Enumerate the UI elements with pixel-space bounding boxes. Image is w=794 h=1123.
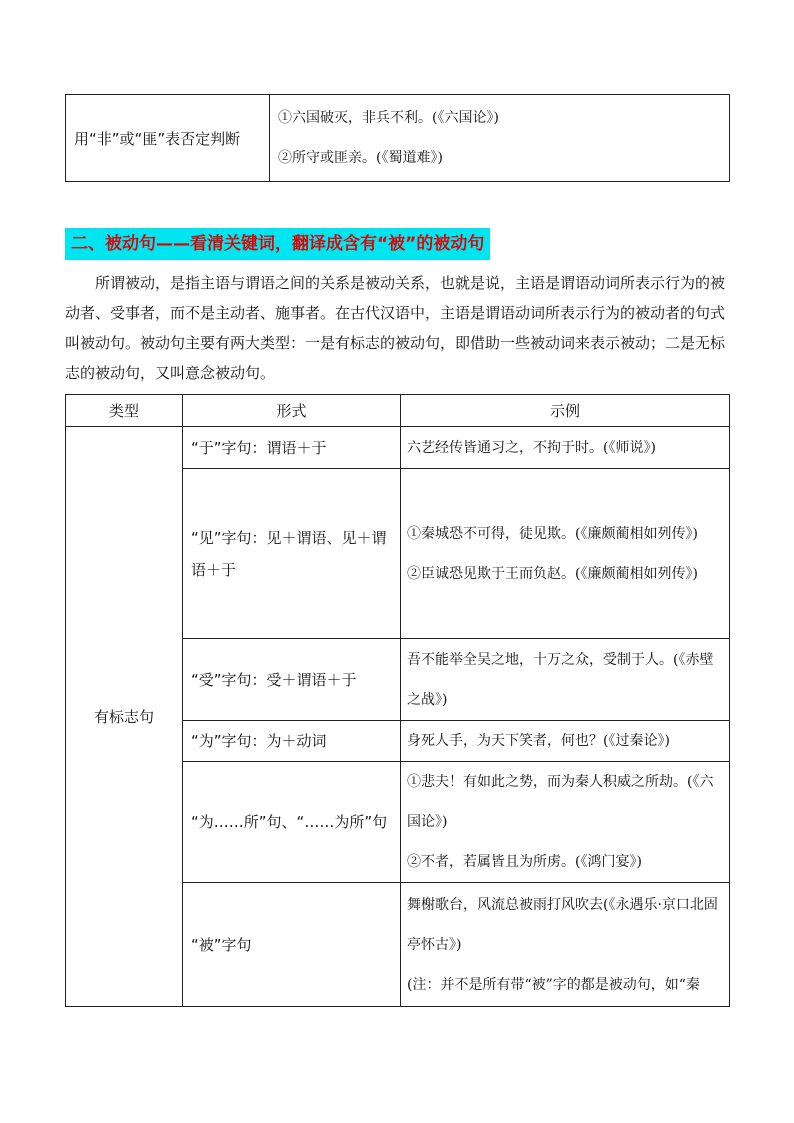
example-text: ②不者，若属皆且为所虏。(《鸿门宴》) bbox=[407, 854, 642, 870]
header-example: 示例 bbox=[401, 395, 730, 427]
type-cell: 有标志句 bbox=[66, 427, 183, 1007]
header-row bbox=[66, 395, 730, 427]
form-cell: 用“非”或“匪”表否定判断 bbox=[66, 95, 270, 182]
table-row bbox=[66, 95, 730, 182]
form-cell: “见”字句：见＋谓语、见＋谓语＋于 bbox=[183, 469, 401, 639]
example-cell bbox=[401, 469, 730, 639]
example-text: 吾不能举全吴之地，十万之众，受制于人。(《赤壁之战》) bbox=[407, 651, 714, 708]
example-cell bbox=[401, 427, 730, 469]
example-text: ①悲夫！有如此之势，而为秦人积威之所劫。(《六国论》) bbox=[407, 774, 714, 830]
header-form: 形式 bbox=[183, 395, 401, 427]
example-text: ①六国破灭，非兵不利。(《六国论》) bbox=[278, 110, 499, 126]
section-heading: 二、被动句——看清关键词，翻译成含有“被”的被动句 bbox=[65, 228, 490, 260]
example-text: ②所守或匪亲。(《蜀道难》) bbox=[278, 150, 443, 166]
example-cell bbox=[401, 762, 730, 883]
example-cell bbox=[401, 721, 730, 762]
example-text: ②臣诚恐见欺于王而负赵。(《廉颇蔺相如列传》) bbox=[407, 565, 698, 582]
example-cell bbox=[401, 639, 730, 721]
form-cell: “受”字句：受＋谓语＋于 bbox=[183, 639, 401, 721]
example-text: 舞榭歌台，风流总被雨打风吹去(《永遇乐·京口北固亭怀古》) bbox=[407, 896, 718, 953]
form-cell: “为”字句：为＋动词 bbox=[183, 721, 401, 762]
example-text: (注：并不是所有带“被”字的都是被动句，如“秦 bbox=[407, 976, 700, 993]
example-text: 身死人手，为天下笑者，何也？(《过秦论》) bbox=[407, 733, 670, 749]
form-cell: “于”字句：谓语＋于 bbox=[183, 427, 401, 469]
example-text: ①秦城恐不可得，徒见欺。(《廉颇蔺相如列传》) bbox=[407, 525, 698, 542]
example-text: 六艺经传皆通习之，不拘于时。(《师说》) bbox=[407, 439, 656, 456]
table-row bbox=[66, 427, 730, 469]
form-cell: “为……所”句、“……为所”句 bbox=[183, 762, 401, 883]
negation-table bbox=[65, 94, 730, 182]
passive-table bbox=[65, 394, 730, 1007]
section-intro: 所谓被动，是指主语与谓语之间的关系是被动关系，也就是说，主语是谓语动词所表示行为的被动者、受事者，而不是主动者、施事者。在古代汉语中，主语是谓语动词所表示行为的被动者的句式叫被动句。被动句主要有两大类型：一是有标志的被动句，即借助一些被动词来表示被动；二是无标志的被动句，又叫意念被动句。 bbox=[65, 274, 726, 382]
example-cell bbox=[401, 883, 730, 1007]
form-cell: “被”字句 bbox=[183, 883, 401, 1007]
header-type: 类型 bbox=[66, 395, 183, 427]
example-cell bbox=[270, 95, 730, 182]
